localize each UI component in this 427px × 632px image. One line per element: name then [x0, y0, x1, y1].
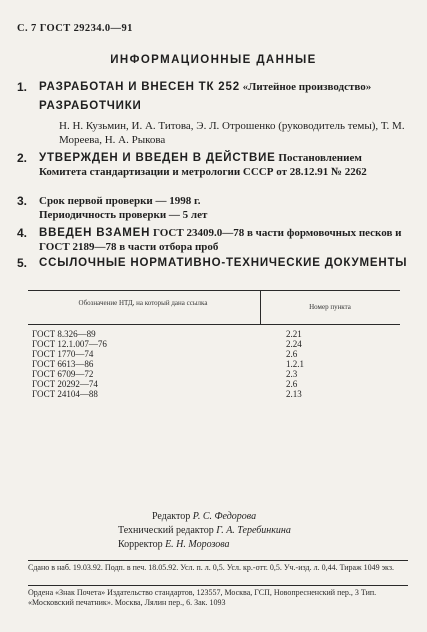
table-header-designation: Обозначение НТД, на который дана ссылка — [78, 299, 208, 307]
ntd-designation: ГОСТ 8.326—89 — [32, 329, 96, 339]
credit-editor — [118, 510, 418, 524]
table-row — [28, 389, 400, 399]
table-row — [28, 359, 400, 369]
ntd-designation: ГОСТ 24104—88 — [32, 389, 98, 399]
credit-proofreader — [118, 538, 418, 552]
section-4 — [17, 226, 409, 254]
section-text: Постановлением Комитета стандартизации и метрологии СССР от 28.12.91 № 2262 — [39, 152, 367, 178]
section-developers-names — [17, 119, 409, 147]
developers-list: Н. Н. Кузьмин, И. А. Титова, Э. Л. Отрошенко (руководитель темы), Т. М. Мореева, Н. А. Рыкова — [59, 120, 405, 146]
section-lead: ССЫЛОЧНЫЕ НОРМАТИВНО-ТЕХНИЧЕСКИЕ ДОКУМЕНТЫ — [39, 257, 408, 269]
ntd-designation: ГОСТ 6613—86 — [32, 359, 94, 369]
clause-number: 2.6 — [286, 349, 298, 359]
table-row — [28, 349, 400, 359]
clause-number: 2.21 — [286, 329, 302, 339]
credit-role: Корректор — [118, 539, 163, 550]
credit-name: Е. Н. Морозова — [165, 539, 230, 550]
imprint-rule-2 — [28, 585, 408, 586]
section-developers — [17, 99, 409, 113]
credit-name: Р. С. Федорова — [192, 511, 257, 522]
credits — [118, 510, 418, 552]
imprint-rule — [28, 560, 408, 561]
section-number: 4. — [17, 226, 28, 240]
section-lead: ВВЕДЕН ВЗАМЕН — [39, 227, 151, 239]
imprint-print-data: Сдано в наб. 19.03.92. Подп. в печ. 18.05.92. Усл. п. л. 0,5. Усл. кр.-отт. 0,5. Уч.-изд. л. 0,44. Тираж 1049 экз. — [28, 563, 394, 572]
section-lead: РАЗРАБОТЧИКИ — [39, 100, 142, 112]
section-1 — [17, 80, 409, 94]
section-text: ГОСТ 23409.0—78 в части формовочных песков и ГОСТ 2189—78 в части отбора проб — [39, 227, 402, 253]
ntd-designation: ГОСТ 1770—74 — [32, 349, 94, 359]
section-5 — [17, 256, 409, 270]
credit-role: Редактор — [152, 511, 191, 522]
section-number: 3. — [17, 194, 28, 208]
table-top-rule — [28, 290, 400, 291]
section-text: Срок первой проверки — 1998 г. Периодичность проверки — 5 лет — [39, 195, 208, 221]
table-header-rule — [28, 324, 400, 325]
section-2 — [17, 151, 409, 179]
section-lead: УТВЕРЖДЕН И ВВЕДЕН В ДЕЙСТВИЕ — [39, 152, 276, 164]
clause-number: 1.2.1 — [286, 359, 304, 369]
table-body — [28, 329, 400, 399]
section-number: 2. — [17, 151, 28, 165]
ntd-designation: ГОСТ 20292—74 — [32, 379, 98, 389]
credit-name: Г. А. Теребинкина — [216, 525, 291, 536]
reference-table — [28, 290, 400, 420]
section-number: 5. — [17, 256, 28, 270]
table-row — [28, 339, 400, 349]
section-text: «Литейное производство» — [242, 81, 372, 93]
credit-tech-editor — [118, 524, 418, 538]
table-header-clause: Номер пункта — [309, 303, 351, 311]
clause-number: 2.3 — [286, 369, 298, 379]
imprint-publisher: Ордена «Знак Почета» Издательство стандартов, 123557, Москва, ГСП, Новопресненский пер., 3 Тип. «Московский печатник». Москва, Лялин пер., 6. Зак. 1093 — [28, 588, 377, 607]
section-lead: РАЗРАБОТАН И ВНЕСЕН ТК 252 — [39, 81, 240, 93]
clause-number: 2.6 — [286, 379, 298, 389]
section-number: 1. — [17, 80, 28, 94]
table-row — [28, 369, 400, 379]
table-row — [28, 329, 400, 339]
page-title: ИНФОРМАЦИОННЫЕ ДАННЫЕ — [110, 54, 317, 66]
ntd-designation: ГОСТ 12.1.007—76 — [32, 339, 107, 349]
clause-number: 2.24 — [286, 339, 302, 349]
page-header: С. 7 ГОСТ 29234.0—91 — [17, 23, 133, 34]
credit-role: Технический редактор — [118, 525, 214, 536]
clause-number: 2.13 — [286, 389, 302, 399]
table-row — [28, 379, 400, 389]
ntd-designation: ГОСТ 6709—72 — [32, 369, 94, 379]
section-3 — [17, 194, 409, 222]
